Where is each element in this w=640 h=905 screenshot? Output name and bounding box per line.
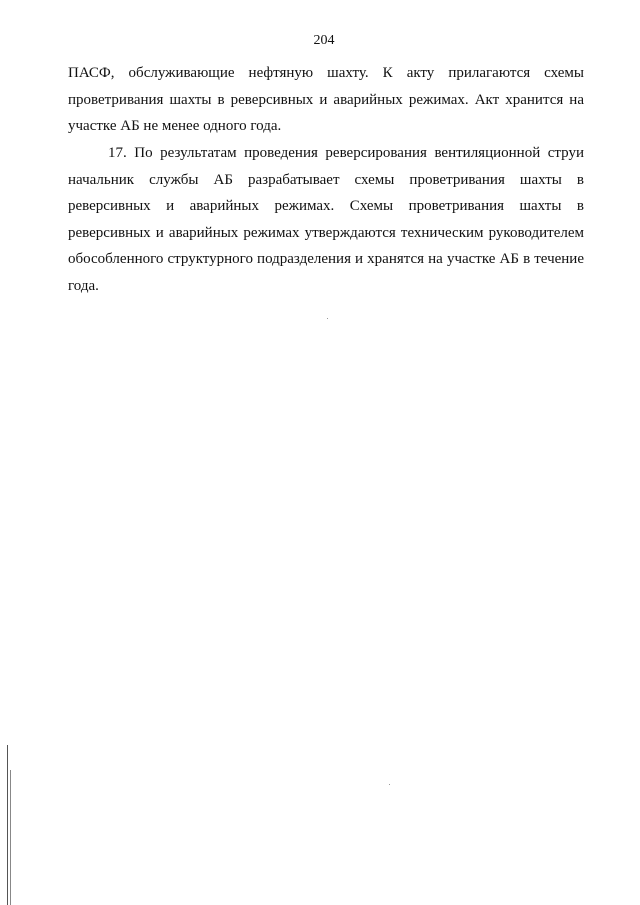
paragraph-line: участке АБ не менее одного года. — [68, 118, 282, 134]
paragraph-line: проветривания шахты в реверсивных и аварийных режимах. Акт хранится на — [68, 91, 584, 108]
scan-speck — [389, 784, 390, 785]
scan-edge-line — [10, 770, 11, 905]
paragraph-line: обособленного структурного подразделения и хранятся на участке АБ в течение — [68, 251, 584, 267]
page-number: 204 — [313, 33, 335, 48]
scan-edge-line — [7, 745, 8, 905]
paragraph-line: реверсивных и аварийных режимах утверждаются техническим руководителем — [68, 224, 584, 241]
paragraph-line: реверсивных и аварийных режимах. Схемы проветривания шахты в — [68, 198, 584, 214]
paragraph-2 — [68, 140, 584, 299]
scan-speck — [327, 318, 328, 319]
paragraph-line: ПАСФ, обслуживающие нефтяную шахту. К акту прилагаются схемы — [68, 65, 584, 81]
paragraph-line: начальник службы АБ разрабатывает схемы проветривания шахты в — [68, 171, 584, 188]
paragraph-line: года. — [68, 277, 99, 294]
paragraph-1 — [68, 60, 584, 140]
paragraph-line: 17. По результатам проведения реверсирования вентиляционной струи — [108, 145, 584, 161]
